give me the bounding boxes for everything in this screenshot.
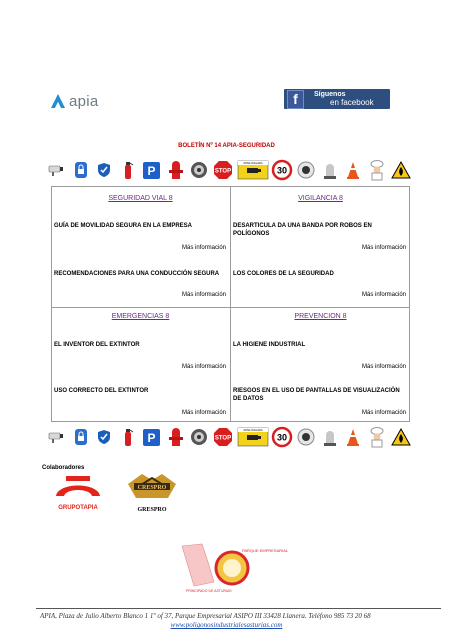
article-title: GUÍA DE MOVILIDAD SEGURA EN LA EMPRESA	[54, 223, 193, 229]
fire-hydrant-icon	[167, 160, 185, 180]
shield-icon	[95, 427, 113, 447]
stop-sign-icon	[214, 427, 232, 447]
grid-divider-vertical	[230, 186, 231, 422]
grid-divider-horizontal	[51, 307, 410, 308]
chef-icon	[368, 160, 386, 180]
grupo-tapia-text: GRUPOTAPIA	[58, 505, 98, 511]
safe-dial-icon	[190, 427, 208, 447]
siren-icon	[321, 160, 339, 180]
article-title: EL INVENTOR DEL EXTINTOR	[54, 342, 140, 348]
speed-limit-30-icon	[273, 427, 291, 447]
facebook-label-line1: Síguenos	[314, 91, 346, 98]
svg-text:30: 30	[277, 165, 288, 176]
fire-warning-icon	[392, 427, 410, 447]
svg-text:P: P	[147, 163, 156, 178]
surveillance-sign-icon	[238, 160, 268, 180]
lock-icon	[72, 427, 90, 447]
section-heading-emergencias[interactable]: EMERGENCIAS 8	[111, 313, 170, 320]
svg-text:P: P	[147, 430, 156, 445]
more-info-link[interactable]: Más información	[181, 245, 226, 251]
dome-camera-icon	[297, 427, 315, 447]
footer-address: APIA, Plaza de Julio Alberto Blanco 1 1º of 37, Parque Empresarial ASIPO III 33428 Llanera. Teléfono 985 73 20 68	[40, 612, 371, 620]
parking-icon	[143, 427, 161, 447]
cctv-camera-icon	[48, 160, 66, 180]
more-info-link[interactable]: Más información	[361, 245, 406, 251]
more-info-link[interactable]: Más información	[361, 410, 406, 416]
icon-strip-bottom	[48, 425, 410, 449]
fire-warning-icon	[392, 160, 410, 180]
facebook-follow-button[interactable]	[284, 89, 390, 109]
article-title: DESARTICULA DA UNA BANDA POR ROBOS EN POLÍGONOS	[233, 223, 372, 237]
more-info-link[interactable]: Más información	[361, 364, 406, 370]
svg-text:PRINCIPADO DE ASTURIAS: PRINCIPADO DE ASTURIAS	[186, 589, 232, 593]
siren-icon	[321, 427, 339, 447]
collaborators-label: Colaboradores	[42, 465, 85, 471]
cctv-camera-icon	[48, 427, 66, 447]
asipo-seal	[180, 542, 289, 596]
svg-text:STOP: STOP	[214, 435, 232, 442]
shield-icon	[95, 160, 113, 180]
chef-icon	[368, 427, 386, 447]
grupo-tapia-mark-icon	[52, 474, 104, 498]
svg-text:ZONA VIGILADA: ZONA VIGILADA	[243, 429, 263, 432]
fire-extinguisher-icon	[119, 427, 137, 447]
article-title: LA HIGIENE INDUSTRIAL	[233, 342, 306, 348]
icon-strip-top	[48, 158, 410, 182]
apia-logo-text: apia	[69, 92, 99, 110]
more-info-link[interactable]: Más información	[181, 364, 226, 370]
fire-extinguisher-icon	[119, 160, 137, 180]
speed-limit-30-icon	[273, 160, 291, 180]
safe-dial-icon	[190, 160, 208, 180]
article-title: LOS COLORES DE LA SEGURIDAD	[233, 271, 334, 277]
parking-icon	[143, 160, 161, 180]
surveillance-sign-icon	[238, 427, 268, 447]
article-title: RIESGOS EN EL USO DE PANTALLAS DE VISUALIZACIÓN DE DATOS	[233, 388, 400, 402]
more-info-link[interactable]: Más información	[181, 292, 226, 298]
apia-logo-mark-icon	[50, 93, 66, 109]
svg-text:PARQUE EMPRESARIAL: PARQUE EMPRESARIAL	[242, 548, 289, 553]
stop-sign-icon	[214, 160, 232, 180]
facebook-label-line2: en facebook	[330, 98, 374, 107]
section-heading-prevencion[interactable]: PREVENCION 8	[294, 313, 347, 320]
section-heading-seguridad-vial[interactable]: SEGURIDAD VIAL 8	[108, 195, 173, 202]
svg-text:CRESPRO: CRESPRO	[137, 485, 167, 491]
traffic-cone-icon	[344, 160, 362, 180]
svg-text:STOP: STOP	[214, 168, 232, 175]
lock-icon	[72, 160, 90, 180]
footer-divider	[36, 608, 441, 609]
svg-text:30: 30	[277, 432, 288, 443]
bulletin-title: BOLETÍN Nº 14 APIA-SEGURIDAD	[178, 143, 275, 149]
traffic-cone-icon	[344, 427, 362, 447]
more-info-link[interactable]: Más información	[181, 410, 226, 416]
more-info-link[interactable]: Más información	[361, 292, 406, 298]
apia-logo[interactable]	[50, 90, 120, 112]
website-link[interactable]: www.poligonosindustrialesasturias.com	[170, 621, 283, 629]
section-heading-vigilancia[interactable]: VIGILANCIA 8	[298, 195, 343, 202]
dome-camera-icon	[297, 160, 315, 180]
grespro-text: GRESPRO	[137, 507, 167, 513]
article-title: RECOMENDACIONES PARA UNA CONDUCCIÓN SEGURA	[54, 271, 220, 277]
svg-text:ZONA VIGILADA: ZONA VIGILADA	[243, 162, 263, 165]
grespro-logo[interactable]	[122, 470, 182, 512]
grupo-tapia-logo[interactable]	[52, 474, 104, 511]
grespro-emblem-icon	[122, 470, 182, 502]
fire-hydrant-icon	[167, 427, 185, 447]
facebook-icon: f	[287, 90, 304, 109]
article-title: USO CORRECTO DEL EXTINTOR	[54, 388, 149, 394]
